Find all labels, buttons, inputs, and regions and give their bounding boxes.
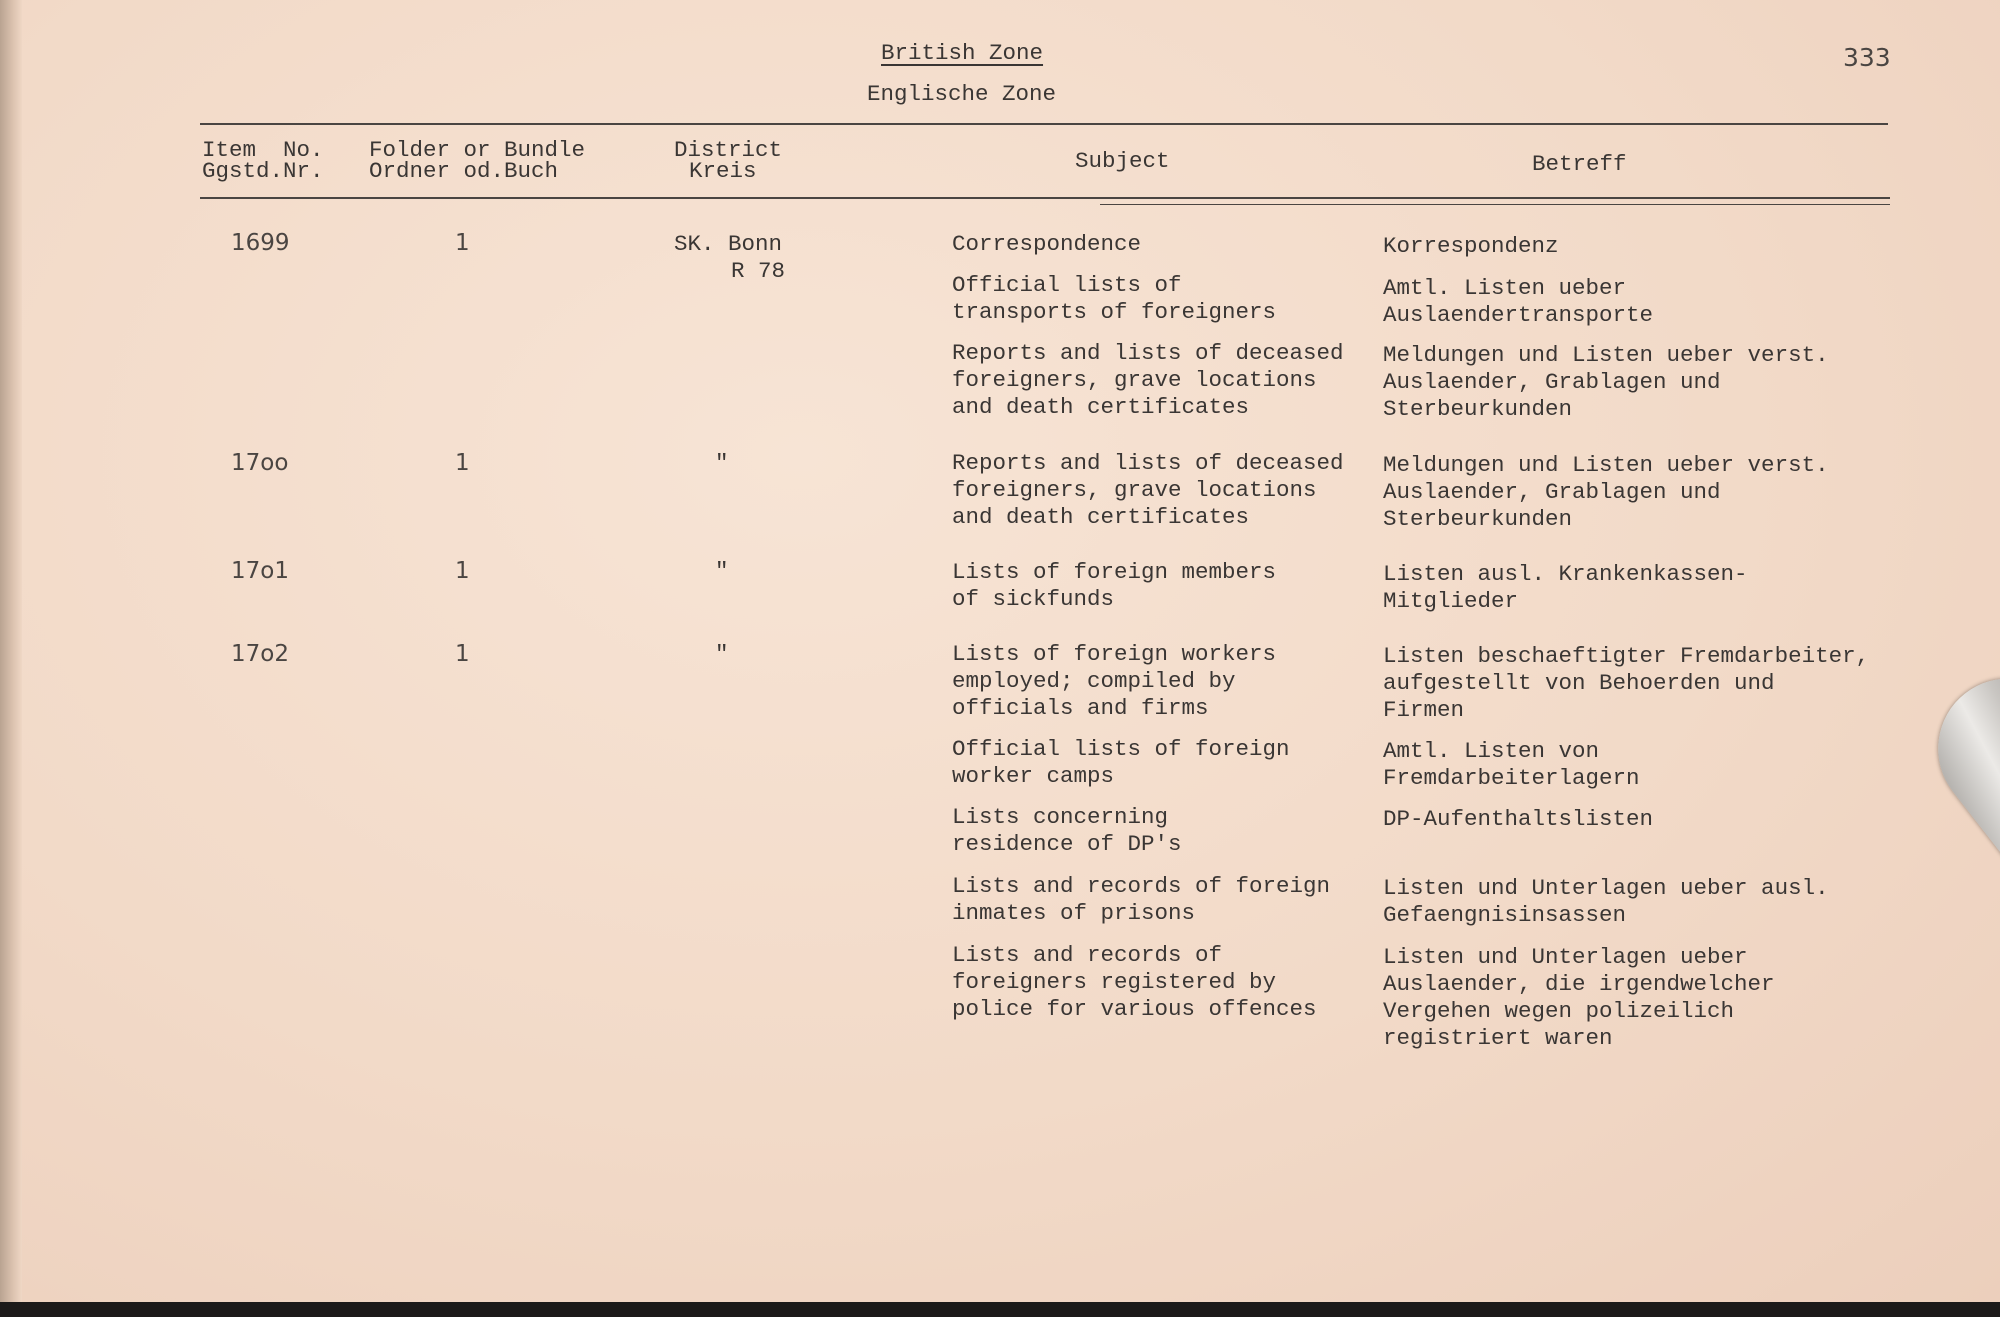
header-bottom-rule <box>200 197 1890 199</box>
item-number: 1699 <box>231 230 290 256</box>
subject-line: Official lists of foreign <box>952 736 1290 762</box>
district-line: R 78 <box>731 258 786 284</box>
subject-line: of sickfunds <box>952 586 1115 612</box>
subject-line: foreigners registered by <box>952 969 1277 995</box>
subject-line: transports of foreigners <box>952 299 1277 325</box>
betreff-line: Auslaender, Grablagen und <box>1383 369 1721 395</box>
subject-line: Lists of foreign workers <box>952 641 1277 667</box>
betreff-line: Meldungen und Listen ueber verst. <box>1383 452 1829 478</box>
subject-line: residence of DP's <box>952 831 1182 857</box>
subject-line: officials and firms <box>952 695 1209 721</box>
page-gutter <box>0 0 22 1302</box>
subject-line: Lists and records of foreign <box>952 873 1331 899</box>
document-page: British Zone Englische Zone 333 Item No. Ggstd.Nr. Folder or Bundle Ordner od.Buch District Kreis Subject Betreff 1699 1 SK. Bonn R 78 Correspondence Korrespondenz Official lists of transports of foreigners Amtl. Listen ueber Auslaendertransporte Reports and lists of deceased foreigners, grave locations and death certificates Meldungen und Listen ueber verst. Auslaender, Grablagen und Sterbeurkunden 17oo 1 " Reports and lists of deceased foreigners, grave locations and death certificates Meldungen und Listen ueber verst. Auslaender, Grablagen und Sterbeurkunden 17o1 1 " Lists of foreign members of sickfunds Listen ausl. Krankenkassen- Mitglieder 17o2 1 " Lists of foreign workers employed; compiled by officials and firms Listen beschaeftigter Fremdarbeiter, aufgestellt von Behoerden und Firmen Official lists of foreign worker camps Amtl. Listen von Fremdarbeiterlagern Lists concerning residence of DP's DP-Aufenthaltslisten Lists and records of foreign inmates of prisons Listen und Unterlagen ueber ausl. Gefaengnisinsassen Lists and records of foreigners registered by police for various offences Listen und Unterlagen ueber Auslaender, die irgendwelcher Vergehen wegen polizeilich registriert waren <box>0 0 2000 1302</box>
betreff-line: Fremdarbeiterlagern <box>1383 765 1640 791</box>
district-ditto: " <box>715 558 729 584</box>
page-title: British Zone <box>881 40 1044 66</box>
betreff-line: Amtl. Listen ueber <box>1383 275 1627 301</box>
betreff-line: Listen ausl. Krankenkassen- <box>1383 561 1748 587</box>
subject-line: foreigners, grave locations <box>952 367 1317 393</box>
betreff-line: Sterbeurkunden <box>1383 396 1573 422</box>
betreff-line: Amtl. Listen von <box>1383 738 1600 764</box>
subject-line: Lists of foreign members <box>952 559 1277 585</box>
district-ditto: " <box>715 450 729 476</box>
betreff-line: Auslaendertransporte <box>1383 302 1654 328</box>
column-header-subject: Subject <box>1075 148 1170 174</box>
header-top-rule <box>200 123 1888 125</box>
paper-clip <box>1910 650 2000 902</box>
betreff-line: Listen beschaeftigter Fremdarbeiter, <box>1383 643 1870 669</box>
betreff-line: Firmen <box>1383 697 1465 723</box>
subject-line: foreigners, grave locations <box>952 477 1317 503</box>
betreff-line: Korrespondenz <box>1383 233 1559 259</box>
subject-line: Correspondence <box>952 231 1142 257</box>
item-number: 17oo <box>231 450 289 476</box>
folder-number: 1 <box>455 641 470 667</box>
district-line: SK. Bonn <box>674 231 783 257</box>
betreff-line: Vergehen wegen polizeilich <box>1383 998 1735 1024</box>
district-ditto: " <box>715 641 729 667</box>
subject-line: and death certificates <box>952 394 1250 420</box>
betreff-line: Listen und Unterlagen ueber <box>1383 944 1748 970</box>
item-number: 17o1 <box>231 558 289 584</box>
item-number: 17o2 <box>231 641 289 667</box>
subject-line: worker camps <box>952 763 1115 789</box>
folder-number: 1 <box>455 558 470 584</box>
subject-line: and death certificates <box>952 504 1250 530</box>
subject-line: police for various offences <box>952 996 1317 1022</box>
betreff-line: Listen und Unterlagen ueber ausl. <box>1383 875 1829 901</box>
column-header-betreff: Betreff <box>1532 151 1627 177</box>
folder-number: 1 <box>455 450 470 476</box>
subject-line: Reports and lists of deceased <box>952 340 1344 366</box>
betreff-line: aufgestellt von Behoerden und <box>1383 670 1775 696</box>
betreff-line: Auslaender, Grablagen und <box>1383 479 1721 505</box>
betreff-line: Gefaengnisinsassen <box>1383 902 1627 928</box>
betreff-line: Meldungen und Listen ueber verst. <box>1383 342 1829 368</box>
subject-line: inmates of prisons <box>952 900 1196 926</box>
betreff-line: Mitglieder <box>1383 588 1519 614</box>
betreff-line: Sterbeurkunden <box>1383 506 1573 532</box>
folder-number: 1 <box>455 230 470 256</box>
betreff-line: registriert waren <box>1383 1025 1613 1051</box>
page-subtitle: Englische Zone <box>867 81 1057 107</box>
header-bottom-rule-2 <box>1100 204 1890 205</box>
subject-line: Official lists of <box>952 272 1182 298</box>
page-number: 333 <box>1843 43 1891 72</box>
subject-line: Lists concerning <box>952 804 1169 830</box>
subject-line: Lists and records of <box>952 942 1223 968</box>
betreff-line: DP-Aufenthaltslisten <box>1383 806 1654 832</box>
subject-line: employed; compiled by <box>952 668 1236 694</box>
betreff-line: Auslaender, die irgendwelcher <box>1383 971 1775 997</box>
subject-line: Reports and lists of deceased <box>952 450 1344 476</box>
